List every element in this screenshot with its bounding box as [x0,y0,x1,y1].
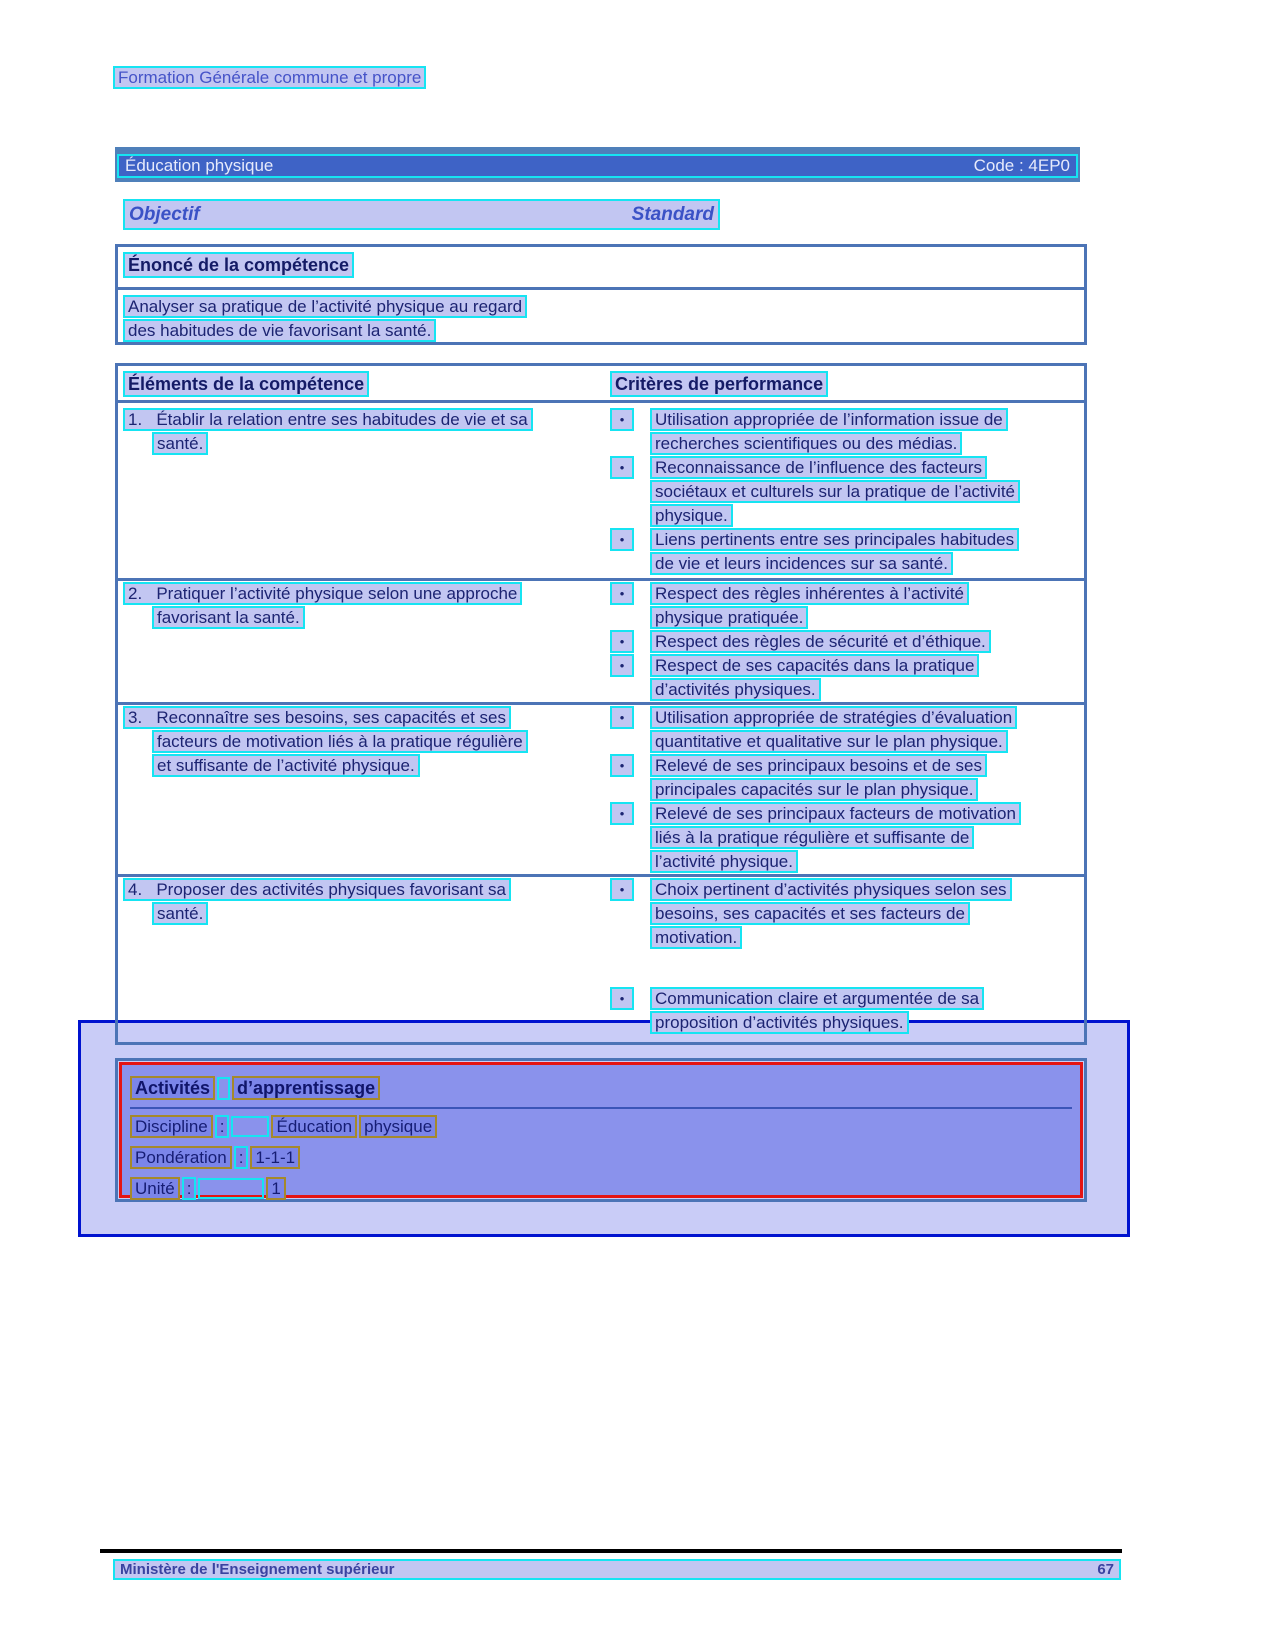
activites-title-word: d’apprentissage [232,1076,380,1100]
course-title: Éducation physique [125,156,274,175]
criteria-line: Respect des règles inhérentes à l’activité [650,582,969,605]
criteria-line: d’activités physiques. [650,678,821,701]
divider [118,578,1084,581]
value-gap [198,1178,264,1199]
criteria-item [610,802,1080,873]
col2-header-wrap [610,371,828,398]
criteria-line: besoins, ses capacités et ses facteurs de [650,902,970,925]
word-gap-marker [217,1077,230,1100]
colon-box: : [234,1146,249,1169]
criteria-item [610,456,1080,527]
criteria-item [610,408,1080,455]
enonce-title-wrap [123,252,354,279]
criteria-line: sociétaux et culturels sur la pratique de l’activité [650,480,1020,503]
doc-header [113,66,426,90]
colon-box: : [215,1115,230,1138]
doc-header-text: Formation Générale commune et propre [113,66,426,89]
criteria-item [610,654,1080,701]
criteria-line: Utilisation appropriée de l’information issue de [650,408,1008,431]
criteria-item [610,630,1080,653]
criteria-line: quantitative et qualitative sur le plan physique. [650,730,1008,753]
field-label: Pondération [130,1146,232,1169]
element-line: 3. Reconnaître ses besoins, ses capacités et ses [123,706,511,729]
divider [118,400,1084,403]
criteria-line: principales capacités sur le plan physique. [650,778,978,801]
element-cell [123,878,593,926]
field-value-word: physique [359,1115,437,1138]
bullet-icon: • [610,630,634,653]
element-cell [123,706,593,778]
enonce-title: Énoncé de la compétence [123,252,354,278]
divider [130,1107,1072,1109]
criteria-line: motivation. [650,926,742,949]
element-line: favorisant la santé. [152,606,305,629]
element-line: facteurs de motivation liés à la pratique régulière [152,730,528,753]
footer-page-number: 67 [1097,1561,1114,1578]
bullet-icon: • [610,654,634,677]
course-code: Code : 4EP0 [973,156,1070,175]
footer-ministry: Ministère de l'Enseignement supérieur [120,1561,395,1578]
bullet-icon: • [610,408,634,431]
value-gap [231,1116,269,1137]
objectif-standard-bar [123,199,720,230]
enonce-box [115,244,1087,345]
bullet-icon: • [610,878,634,901]
criteria-cell [610,878,1080,1035]
criteria-cell [610,408,1080,576]
element-line: 1. Établir la relation entre ses habitudes de vie et sa [123,408,533,431]
divider [118,287,1084,290]
enonce-body [123,295,527,343]
field-value-word: Éducation [271,1115,357,1138]
title-bar [115,147,1080,182]
bullet-icon: • [610,987,634,1010]
divider [118,702,1084,705]
criteria-line: Respect de ses capacités dans la pratique [650,654,979,677]
criteria-line: proposition d’activités physiques. [650,1011,909,1034]
field-value-word: 1-1-1 [250,1146,300,1169]
col1-header-wrap [123,371,369,398]
field-value-word: 1 [266,1177,285,1200]
standard-label: Standard [631,203,714,225]
criteria-line: Communication claire et argumentée de sa [650,987,984,1010]
footer-bar [113,1559,1121,1580]
activites-row [130,1115,1072,1138]
criteria-item [610,706,1080,753]
element-line: et suffisante de l’activité physique. [152,754,420,777]
enonce-line: Analyser sa pratique de l’activité physique au regard [123,295,527,318]
activites-title-row [130,1076,1072,1100]
criteria-item [610,528,1080,575]
criteria-item [610,582,1080,629]
criteria-cell [610,706,1080,874]
criteria-item [610,878,1080,949]
criteria-line: Relevé de ses principaux facteurs de motivation [650,802,1021,825]
activites-red-frame [119,1062,1083,1198]
criteria-line: Liens pertinents entre ses principales habitudes [650,528,1019,551]
bullet-icon: • [610,582,634,605]
criteria-line: Respect des règles de sécurité et d’éthique. [650,630,991,653]
bullet-icon: • [610,754,634,777]
activites-title-word: Activités [130,1076,215,1100]
criteria-line: recherches scientifiques ou des médias. [650,432,962,455]
col1-header: Éléments de la compétence [123,371,369,397]
criteria-line: physique pratiquée. [650,606,808,629]
criteria-line: l’activité physique. [650,850,798,873]
bullet-icon: • [610,706,634,729]
objectif-label: Objectif [129,203,200,225]
element-line: santé. [152,902,208,925]
element-cell [123,582,593,630]
field-label: Discipline [130,1115,213,1138]
criteria-cell [610,582,1080,702]
element-cell [123,408,593,456]
criteria-line: Choix pertinent d’activités physiques selon ses [650,878,1012,901]
bullet-icon: • [610,802,634,825]
activites-row [130,1177,1072,1200]
criteria-line: de vie et leurs incidences sur sa santé. [650,552,953,575]
criteria-item [610,754,1080,801]
criteria-line: Reconnaissance de l’influence des facteurs [650,456,987,479]
activites-rows [130,1115,1072,1200]
bullet-icon: • [610,528,634,551]
title-bar-highlight [117,154,1078,178]
activites-row [130,1146,1072,1169]
activites-box [115,1058,1087,1202]
divider [118,874,1084,877]
enonce-line: des habitudes de vie favorisant la santé. [123,319,436,342]
competence-table [115,363,1087,1045]
element-line: santé. [152,432,208,455]
bullet-icon: • [610,456,634,479]
criteria-line: Utilisation appropriée de stratégies d’évaluation [650,706,1017,729]
element-line: 2. Pratiquer l’activité physique selon une approche [123,582,522,605]
criteria-line: Relevé de ses principaux besoins et de ses [650,754,987,777]
element-line: 4. Proposer des activités physiques favorisant sa [123,878,511,901]
criteria-line: physique. [650,504,733,527]
col2-header: Critères de performance [610,371,828,397]
criteria-line: liés à la pratique régulière et suffisante de [650,826,974,849]
field-label: Unité [130,1177,180,1200]
colon-box: : [182,1177,197,1200]
footer-rule [100,1549,1122,1553]
criteria-item [610,987,1080,1034]
